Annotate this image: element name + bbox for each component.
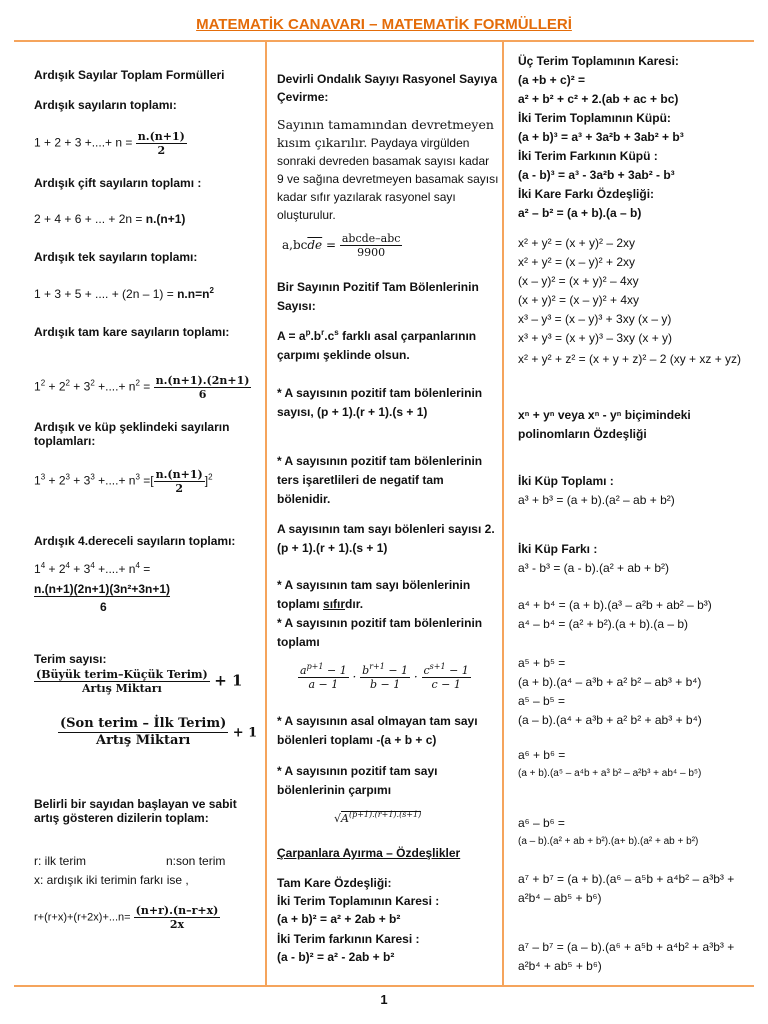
- f2-left: 2 + 4 + 6 + ... + 2n =: [34, 212, 146, 226]
- f2-right: n.(n+1): [145, 212, 186, 226]
- dec-num: abcde–abc: [341, 232, 401, 245]
- formula-arith-series: [34, 904, 220, 931]
- col2-e1: (a + b)² = a² + 2ab + b²: [277, 912, 401, 926]
- decimal-formula: $a,bc\overline{de}$ = $\frac{\text{abcde–abc}}{9900}$: [282, 232, 401, 259]
- f4-fraction: [154, 374, 252, 401]
- r-definition: r: ilk terim: [34, 854, 86, 868]
- col2-p1-rest: Paydaya virgülden sonraki devreden basamak sayısı kadar 9 ve sağına devretmeyen basamak sayısı kadar sıfır yazılarak rasyonel sayı oluşturulur.: [277, 136, 499, 222]
- col1-s1: Ardışık sayıların toplamı:: [34, 98, 177, 112]
- col2-p6-end: dır.: [345, 597, 364, 611]
- col1-s8: Belirli bir sayıdan başlayan ve sabit artış gösteren dizilerin toplam:: [34, 797, 237, 825]
- col3-e1: (a +b + c)² =: [518, 73, 586, 87]
- col1-heading: Ardışık Sayılar Toplam Formülleri: [34, 68, 225, 82]
- dec-fraction: [340, 232, 403, 259]
- f4-num: n.(n+1).(2n+1): [155, 374, 250, 387]
- col3-e13b: (a – b).(a² + ab + b²).(a+ b).(a² + ab + b²): [518, 836, 699, 847]
- col2-p2-rest: farklı asal çarpanlarının çarpımı şeklinde olsun.: [277, 329, 477, 362]
- col2-p4: * A sayısının pozitif tam bölenlerinin ters işaretlileri de negatif tam bölenidir.: [277, 454, 483, 506]
- col3-e6: a³ + b³ = (a + b).(a² – ab + b²): [518, 493, 675, 507]
- f6-line2: n.(n+1)(2n+1)(3n²+3n+1): [34, 582, 171, 596]
- formula-square-sum: $1^2 + 2^2 + 3^2$ +....+ $n^2$ = $\frac{n.(n+1).(2n+1)}{6}$: [34, 374, 250, 401]
- col1-s3: Ardışık tek sayıların toplamı:: [34, 250, 198, 264]
- col2-heading: Devirli Ondalık Sayıyı Rasyonel Sayıya Çevirme:: [277, 72, 498, 104]
- t1-den: Artış Miktarı: [81, 682, 162, 695]
- header-divider: [14, 40, 754, 42]
- col2-p1-serif: Sayının tamamından devretmeyen kısım çıkarılır.: [277, 117, 494, 150]
- col2-p8: * A sayısının asal olmayan tam sayı bölenleri toplamı -(a + b + c): [277, 714, 478, 747]
- x-definition: x: ardışık iki terimin farkı ise ,: [34, 873, 189, 887]
- f1-left: 1 + 2 + 3 +....+ n =: [34, 135, 133, 150]
- divisor-product-formula: $√A^{(p+1).(r+1).(s+1)}$: [334, 810, 422, 825]
- f8-left: r+(r+x)+(r+2x)+...n=: [34, 911, 131, 924]
- col2-h2: Bir Sayının Pozitif Tam Bölenlerinin Sayısı:: [277, 280, 479, 313]
- n-definition: n:son terim: [166, 854, 226, 868]
- col2-h6: İki Terim farkının Karesi :: [277, 932, 420, 946]
- f1-num: n.(n+1): [137, 130, 185, 143]
- col2-p2: $A = a^p.b^r.c^s$ farklı asal çarpanlarının çarpımı şeklinde olsun.: [277, 328, 477, 362]
- f8-num: (n+r).(n–r+x): [135, 904, 219, 917]
- footer-divider: [14, 985, 754, 987]
- formula-odd-sum: 1 + 3 + 5 + .... + $(2n - 1) = n.n=n^2$: [34, 286, 214, 301]
- col3-e15: a⁷ – b⁷ = (a – b).(a⁶ + a⁵b + a⁴b² + a³b³ + a²b⁴ + ab⁵ + b⁶): [518, 940, 735, 973]
- col2-p1: [277, 116, 499, 224]
- formula-even-sum: [34, 212, 185, 226]
- col3-e2: a² + b² + c² + 2.(ab + ac + bc): [518, 92, 679, 106]
- t2-plus-one: + 1: [232, 725, 258, 741]
- col1-s7: Terim sayısı:: [34, 652, 107, 666]
- f3-right: n.n=n: [177, 287, 210, 301]
- col3-l7: x² + y² + z² = (x + y + z)² – 2 (xy + xz + yz): [518, 352, 742, 366]
- col2-p6: [277, 576, 499, 614]
- formula-cube-sum: $1^3 + 2^3 + 3^3$ +....+ $n^3$ =[ $\frac{n.(n+1)}{2}$ ]$^2$: [34, 468, 213, 495]
- col3-e14: a⁷ + b⁷ = (a + b).(a⁶ – a⁵b + a⁴b² – a³b³ + a²b⁴ – ab⁵ + b⁶): [518, 872, 735, 905]
- div-frac-c: $\frac{c^{s+1} - 1}{c - 1}$: [423, 662, 469, 691]
- col3-l1: x² + y² = (x + y)² – 2xy: [518, 236, 636, 250]
- div-frac-a: $\frac{a^{p+1} - 1}{a - 1}$: [300, 662, 347, 691]
- term-count-formula-2: [58, 716, 257, 749]
- f3-left: 1 + 3 + 5 + .... + (2n – 1) =: [34, 287, 178, 301]
- col2-h4: Tam Kare Özdeşliği:: [277, 876, 392, 890]
- col2-p6-a: * A sayısının tam sayı bölenlerinin toplamı: [277, 578, 471, 611]
- col3-h2: İki Terim Toplamının Küpü:: [518, 111, 671, 125]
- col3-e3: (a + b)³ = a³ + 3a²b + 3ab² + b³: [518, 130, 684, 144]
- col2-h3: Çarpanlara Ayırma – Özdeşlikler: [277, 846, 461, 860]
- divisor-sum-formula: $\frac{a^{p+1} - 1}{a - 1}$ · $\frac{b^{r+1} - 1}{b - 1}$ · $\frac{c^{s+1} - 1}{c - 1}$: [300, 662, 469, 691]
- col3-h3: İki Terim Farkının Küpü :: [518, 149, 658, 163]
- col3-e9: a⁴ – b⁴ = (a² + b²).(a + b).(a – b): [518, 617, 689, 631]
- page-title: MATEMATİK CANAVARI – MATEMATİK FORMÜLLERİ: [196, 16, 572, 33]
- page-number: 1: [380, 992, 388, 1007]
- dec-left: a,bc: [282, 238, 308, 252]
- column-divider-left: [265, 42, 267, 986]
- col3-e5: a² – b² = (a + b).(a – b): [518, 206, 642, 220]
- col2-p9: * A sayısının pozitif tam sayı bölenlerinin çarpımı: [277, 764, 438, 797]
- col2-p7: * A sayısının pozitif tam bölenlerinin toplamı: [277, 616, 483, 649]
- f5-fraction: [154, 468, 205, 495]
- col3-e10a: a⁵ + b⁵ =: [518, 656, 566, 670]
- div-frac-b: $\frac{b^{r+1} - 1}{b - 1}$: [362, 662, 409, 691]
- col3-h4: İki Kare Farkı Özdeşliği:: [518, 187, 655, 201]
- f1-den: 2: [157, 144, 166, 157]
- col3-e4: (a - b)³ = a³ - 3a²b + 3ab² - b³: [518, 168, 675, 182]
- col3-l4: (x + y)² = (x – y)² + 4xy: [518, 293, 640, 307]
- col3-h5: xⁿ + yⁿ veya xⁿ - yⁿ biçimindeki polinomların Özdeşliği: [518, 408, 691, 441]
- col2-p3: * A sayısının pozitif tam bölenlerinin sayısı, (p + 1).(r + 1).(s + 1): [277, 386, 483, 419]
- col1-s4: Ardışık tam kare sayıların toplamı:: [34, 325, 230, 339]
- f6-den: 6: [100, 600, 107, 614]
- col3-e8: a⁴ + b⁴ = (a + b).(a³ – a²b + ab² – b³): [518, 598, 712, 612]
- t1-num: (Büyük terim–Küçük Terim): [36, 668, 208, 681]
- f4-left: 1: [34, 379, 41, 394]
- f1-fraction: [136, 130, 187, 157]
- col1-s6: Ardışık 4.dereceli sayıların toplamı:: [34, 534, 236, 548]
- col3-h6: İki Küp Toplamı :: [518, 474, 614, 488]
- col2-p5: A sayısının tam sayı bölenleri sayısı 2.(p + 1).(r + 1).(s + 1): [277, 522, 495, 555]
- col3-e11a: a⁵ – b⁵ =: [518, 694, 565, 708]
- term-count-formula-1: [34, 668, 242, 695]
- col3-l2: x² + y² = (x – y)² + 2xy: [518, 255, 636, 269]
- col3-l6: x³ + y³ = (x + y)³ – 3xy (x + y): [518, 331, 673, 345]
- f4-den: 6: [198, 388, 207, 401]
- col2-p2-a: A = a: [277, 329, 306, 343]
- f5-num: n.(n+1): [155, 468, 203, 481]
- t2-num: (Son terim – İlk Terim): [60, 716, 227, 731]
- t2-den: Artış Miktarı: [95, 733, 191, 748]
- col3-h1: Üç Terim Toplamının Karesi:: [518, 54, 679, 68]
- col2-e2: (a - b)² = a² - 2ab + b²: [277, 950, 395, 964]
- formula-fourth-power: $1^4 + 2^4 + 3^4$ +....+ $n^4$ =: [34, 561, 151, 576]
- col3-e13a: a⁶ – b⁶ =: [518, 816, 565, 830]
- t2-fraction: [58, 716, 228, 749]
- col3-e12b: (a + b).(a⁵ – a⁴b + a³ b² – a²b³ + ab⁴ – b⁵): [518, 768, 702, 779]
- col3-e7: a³ - b³ = (a - b).(a² + ab + b²): [518, 561, 670, 575]
- col3-l3: (x – y)² = (x + y)² – 4xy: [518, 274, 639, 288]
- col3-e10b: (a + b).(a⁴ – a³b + a² b² – ab³ + b⁴): [518, 675, 702, 689]
- dec-den: 9900: [357, 246, 386, 259]
- formula-consecutive-sum: [34, 130, 187, 157]
- col3-l5: x³ – y³ = (x – y)³ + 3xy (x – y): [518, 312, 672, 326]
- f5-den: 2: [175, 482, 183, 495]
- col1-s5: Ardışık ve küp şeklindeki sayıların toplamları:: [34, 420, 230, 448]
- f8-fraction: [134, 904, 221, 931]
- col3-e11b: (a – b).(a⁴ + a³b + a² b² + ab³ + b⁴): [518, 713, 702, 727]
- t1-plus-one: + 1: [214, 671, 243, 690]
- col2-h5: İki Terim Toplamının Karesi :: [277, 894, 440, 908]
- dec-over: $\overline{de}$: [307, 238, 323, 252]
- t1-fraction: [34, 668, 210, 695]
- col1-s2: Ardışık çift sayıların toplamı :: [34, 176, 202, 190]
- col3-h7: İki Küp Farkı :: [518, 542, 598, 556]
- column-divider-right: [502, 42, 504, 986]
- col2-p6-u: sıfır: [323, 597, 346, 611]
- f8-den: 2x: [169, 918, 185, 931]
- col3-e12a: a⁶ + b⁶ =: [518, 748, 566, 762]
